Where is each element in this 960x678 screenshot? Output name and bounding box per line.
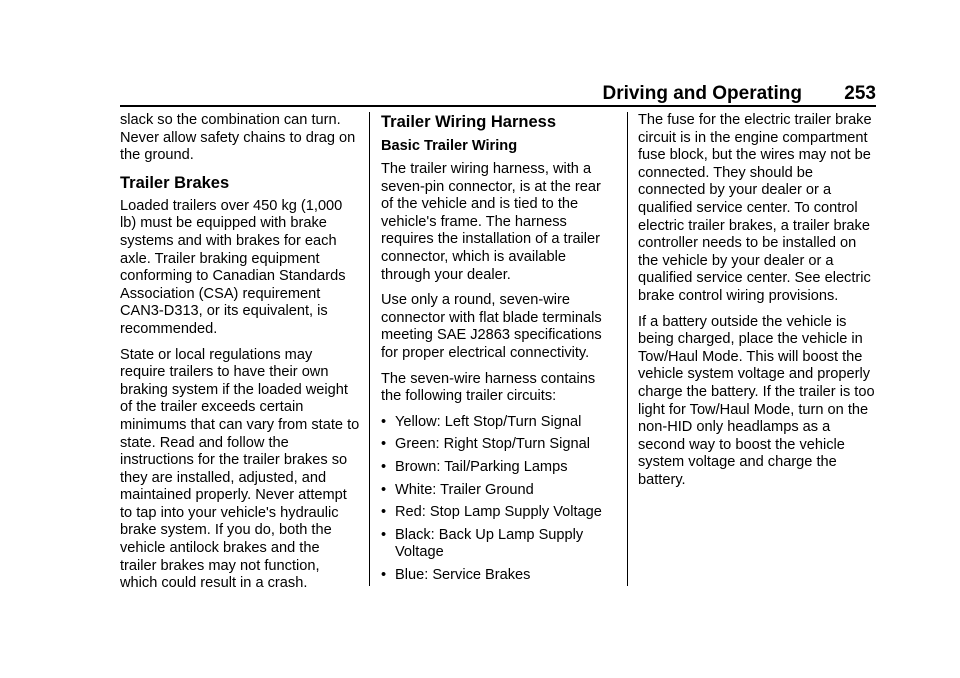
bullet: • bbox=[381, 481, 387, 498]
page-header bbox=[120, 80, 876, 108]
paragraph-regulations: State or local regulations may require trailers to have their own braking system if the loaded weight of the trailer exceeds certain minimums that can vary from state to state. Read and follow the instructions for the trailer brakes so they are installed, adjusted, and maintained properly. Never attempt to tap into your vehicle's hydraulic brake system. If you do, both the vehicle antilock brakes and the trailer brakes may not function, which could result in a crash. bbox=[120, 346, 360, 592]
heading-trailer-brakes: Trailer Brakes bbox=[120, 173, 230, 192]
bullet: • bbox=[381, 566, 387, 583]
section-title: Driving and Operating bbox=[602, 83, 802, 104]
list-item bbox=[381, 482, 617, 500]
list-item bbox=[381, 459, 617, 477]
bullet: • bbox=[381, 504, 387, 521]
bullet: • bbox=[381, 526, 387, 543]
list-item bbox=[381, 436, 617, 454]
column-right bbox=[638, 112, 878, 497]
circuit-list bbox=[381, 414, 617, 585]
circuit-label: Red: Stop Lamp Supply Voltage bbox=[395, 504, 602, 521]
list-item bbox=[381, 414, 617, 432]
paragraph-circuits-intro: The seven-wire harness contains the following trailer circuits: bbox=[381, 370, 596, 405]
paragraph-continued: slack so the combination can turn. Never allow safety chains to drag on the ground. bbox=[120, 112, 356, 164]
circuit-label: Brown: Tail/Parking Lamps bbox=[395, 458, 568, 475]
header-divider bbox=[120, 105, 876, 107]
circuit-label: Green: Right Stop/Turn Signal bbox=[395, 436, 590, 453]
circuit-label: Blue: Service Brakes bbox=[395, 566, 531, 583]
paragraph-fuse: The fuse for the electric trailer brake circuit is in the engine compartment fuse block, but the wires may not be connected. They should be connected by your dealer or a qualified service center. To control electric trailer brakes, a trailer brake controller needs to be installed on the vehicle by your dealer or a qualified service center. See electric brake control wiring provisions. bbox=[638, 112, 872, 304]
circuit-label: Black: Back Up Lamp Supply Voltage bbox=[395, 526, 584, 561]
list-item bbox=[381, 504, 617, 522]
bullet: • bbox=[381, 458, 387, 475]
column-left bbox=[120, 112, 360, 601]
subheading-basic-trailer-wiring: Basic Trailer Wiring bbox=[381, 138, 518, 154]
paragraph-harness-location: The trailer wiring harness, with a seven-pin connector, is at the rear of the vehicle and is tied to the vehicle's frame. The harness requires the installation of a trailer connector, which is available through your dealer. bbox=[381, 161, 601, 283]
page-number: 253 bbox=[844, 83, 876, 104]
bullet: • bbox=[381, 436, 387, 453]
paragraph-connector-spec: Use only a round, seven-wire connector with flat blade terminals meeting SAE J2863 specifications for proper electrical connectivity. bbox=[381, 292, 602, 361]
bullet: • bbox=[381, 413, 387, 430]
list-item bbox=[381, 527, 617, 562]
circuit-label: White: Trailer Ground bbox=[395, 481, 534, 498]
list-item bbox=[381, 567, 617, 585]
column-divider-right bbox=[627, 112, 628, 586]
heading-trailer-wiring-harness: Trailer Wiring Harness bbox=[381, 113, 556, 131]
circuit-label: Yellow: Left Stop/Turn Signal bbox=[395, 413, 582, 430]
paragraph-brake-requirements: Loaded trailers over 450 kg (1,000 lb) must be equipped with brake systems and with brakes for each axle. Trailer braking equipment conforming to Canadian Standards Association (CSA) requirement CAN3-D313, or its equivalent, is recommended. bbox=[120, 197, 346, 337]
column-divider-left bbox=[369, 112, 370, 586]
column-middle bbox=[381, 112, 617, 589]
paragraph-battery-charging: If a battery outside the vehicle is being charged, place the vehicle in Tow/Haul Mode. This will boost the vehicle system voltage and properly charge the battery. If the trailer is too light for Tow/Haul Mode, turn on the non-HID only headlamps as a second way to boost the vehicle system voltage and charge the battery. bbox=[638, 313, 875, 488]
